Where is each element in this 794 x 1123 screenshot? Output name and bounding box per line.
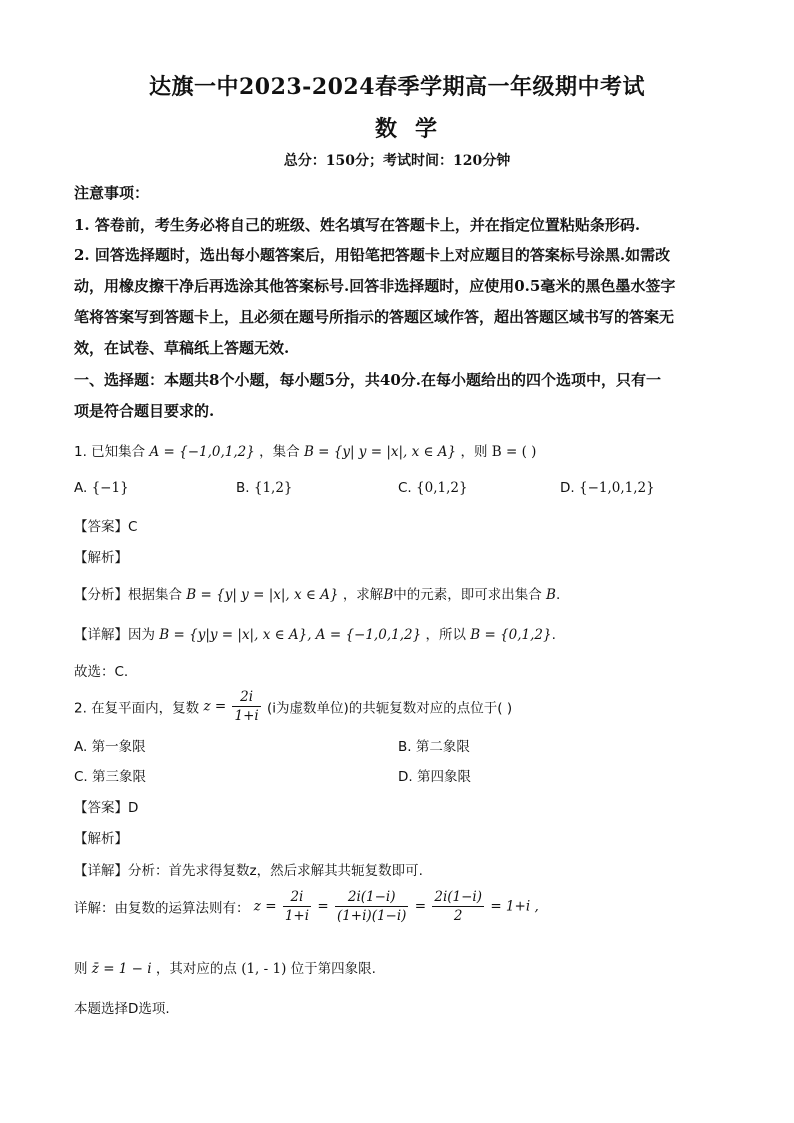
- q2-calc-fraction-3-num: 2i(1−i): [434, 889, 483, 905]
- q1-detail-end: .: [551, 627, 556, 643]
- q2-calc-equals-1: =: [317, 898, 329, 915]
- notice-heading: 注意事项：: [74, 184, 150, 202]
- q2-fraction-num: 2i: [232, 688, 260, 707]
- q1-fenxi-b1: B: [383, 587, 394, 603]
- q2-calc-fraction-3-den: 2: [453, 908, 463, 924]
- q2-conj-mid: ，其对应的点: [155, 961, 237, 977]
- q1-option-d-value: {−1,0,1,2}: [578, 480, 655, 496]
- q2-conj-point: (1, - 1): [241, 961, 287, 977]
- q1-analysis-tag: 【解析】: [74, 550, 128, 566]
- q2-option-c: [74, 765, 146, 785]
- q2-option-b-label: B.: [398, 739, 412, 755]
- q1-stem-prefix: 1. 已知集合: [74, 444, 146, 460]
- q2-stem-suffix: (i为虚数单位)的共轭复数对应的点位于( ): [267, 700, 513, 717]
- q2-detail: 【详解】分析：首先求得复数z，然后求解其共轭复数即可.: [74, 863, 423, 879]
- q1-fenxi-mid: ，求解: [342, 587, 384, 603]
- notice-item-2-line-3: 笔将答案写到答题卡上，且必须在题号所指示的答题区域作答，超出答题区域书写的答案无: [74, 308, 675, 326]
- q2-option-c-label: C.: [74, 769, 88, 785]
- q1-detail-math: B = {y|y = |x|, x ∈ A}, A = {−1,0,1,2}: [159, 627, 422, 643]
- notice-item-2-line-2: 动，用橡皮擦干净后再选涂其他答案标号.回答非选择题时，应使用0.5毫米的黑色墨水签字: [74, 277, 676, 295]
- q2-fraction: [232, 688, 260, 725]
- q1-choose: 故选：C.: [74, 664, 129, 680]
- q1-fenxi-prefix: 【分析】根据集合: [74, 587, 182, 603]
- q2-calc-fraction-1-num: 2i: [283, 888, 311, 907]
- exam-title: 达旗一中2023-2024春季学期高一年级期中考试: [148, 74, 646, 100]
- q1-fenxi-b2: B: [546, 587, 556, 603]
- section-1-line-1: 一、选择题：本题共8个小题，每小题5分，共40分.在每小题给出的四个选项中，只有一: [74, 371, 661, 389]
- q2-calculation: [74, 888, 539, 925]
- q1-option-a-value: {−1}: [91, 480, 129, 496]
- q1-option-b-label: B.: [236, 480, 250, 496]
- subject-title: 数学: [374, 116, 455, 142]
- q2-option-b-value: 第二象限: [415, 739, 470, 755]
- question-1-stem: [74, 440, 536, 460]
- q1-fenxi-end: .: [555, 587, 561, 603]
- q2-calc-prefix: 详解：由复数的运算法则有：: [74, 900, 250, 917]
- q1-detail: [74, 623, 556, 643]
- q2-conjugate: [74, 957, 376, 977]
- notice-item-2-line-4: 效，在试卷、草稿纸上答题无效.: [74, 339, 290, 357]
- q2-option-a-label: A.: [74, 739, 88, 755]
- notice-item-1: 1. 答卷前，考生务必将自己的班级、姓名填写在答题卡上，并在指定位置粘贴条形码.: [74, 216, 641, 234]
- q2-option-a-value: 第一象限: [91, 739, 146, 755]
- q2-z-eq: z =: [203, 698, 227, 715]
- q1-stem-mid: ，集合: [259, 444, 300, 460]
- q1-set-a: A = {−1,0,1,2}: [149, 444, 255, 460]
- q1-set-b: B = {y| y = |x|, x ∈ A}: [303, 444, 457, 460]
- q1-option-c-value: {0,1,2}: [416, 480, 468, 496]
- q2-option-d: [398, 765, 471, 785]
- q1-ask: B = ( ): [491, 444, 537, 460]
- q2-calc-fraction-2: [335, 888, 409, 925]
- score-time-line: 总分：150分；考试时间：120分钟: [283, 153, 511, 169]
- q2-analysis-tag: 【解析】: [74, 831, 128, 847]
- q1-detail-mid: ，所以: [425, 627, 466, 643]
- q2-option-b: [398, 735, 470, 755]
- q2-conj-prefix: 则: [74, 961, 88, 977]
- q1-option-b: [236, 480, 293, 496]
- q2-calc-fraction-2-den: (1+i)(1−i): [336, 908, 407, 924]
- q2-calc-fraction-2-num: 2i(1−i): [335, 888, 409, 907]
- q1-answer: 【答案】C: [74, 519, 138, 535]
- q2-conj-math: z̄ = 1 − i: [91, 961, 152, 977]
- q1-option-a: [74, 480, 129, 496]
- q2-fraction-den: 1+i: [234, 708, 259, 724]
- q2-conj-end: 位于第四象限.: [290, 961, 376, 977]
- q2-choose: 本题选择D选项.: [74, 1001, 170, 1017]
- q1-stem-suffix: ，则: [460, 444, 488, 460]
- q2-option-d-value: 第四象限: [416, 769, 471, 785]
- q1-fenxi-set: B = {y| y = |x|, x ∈ A}: [186, 587, 339, 603]
- q2-option-a: [74, 735, 146, 755]
- q2-stem-prefix: 2. 在复平面内，复数: [74, 700, 200, 717]
- q1-option-c: [398, 480, 468, 496]
- q1-detail-result: B = {0,1,2}: [470, 627, 552, 643]
- q1-detail-prefix: 【详解】因为: [74, 627, 155, 643]
- q2-option-c-value: 第三象限: [92, 769, 147, 785]
- q1-option-c-label: C.: [398, 480, 412, 496]
- question-2-stem: [74, 688, 512, 725]
- q2-calc-z: z =: [253, 898, 277, 915]
- q2-calc-fraction-1: [283, 888, 311, 925]
- q1-option-b-value: {1,2}: [253, 480, 293, 496]
- q2-calc-equals-2: =: [414, 898, 427, 915]
- q2-calc-fraction-1-den: 1+i: [284, 908, 310, 924]
- q1-option-d-label: D.: [560, 480, 575, 496]
- q2-calc-end: = 1+i ,: [490, 898, 539, 915]
- q2-option-d-label: D.: [398, 769, 413, 785]
- section-1-line-2: 项是符合题目要求的.: [74, 402, 215, 420]
- q2-answer: 【答案】D: [74, 800, 139, 816]
- notice-item-2-line-1: 2. 回答选择题时，选出每小题答案后，用铅笔把答题卡上对应题目的答案标号涂黑.如需改: [74, 246, 671, 264]
- q1-fenxi: [74, 583, 560, 603]
- q2-calc-fraction-3: [432, 888, 484, 925]
- q1-option-a-label: A.: [74, 480, 88, 496]
- q1-fenxi-mid2: 中的元素，即可求出集合: [393, 587, 542, 603]
- q1-option-d: [560, 480, 655, 496]
